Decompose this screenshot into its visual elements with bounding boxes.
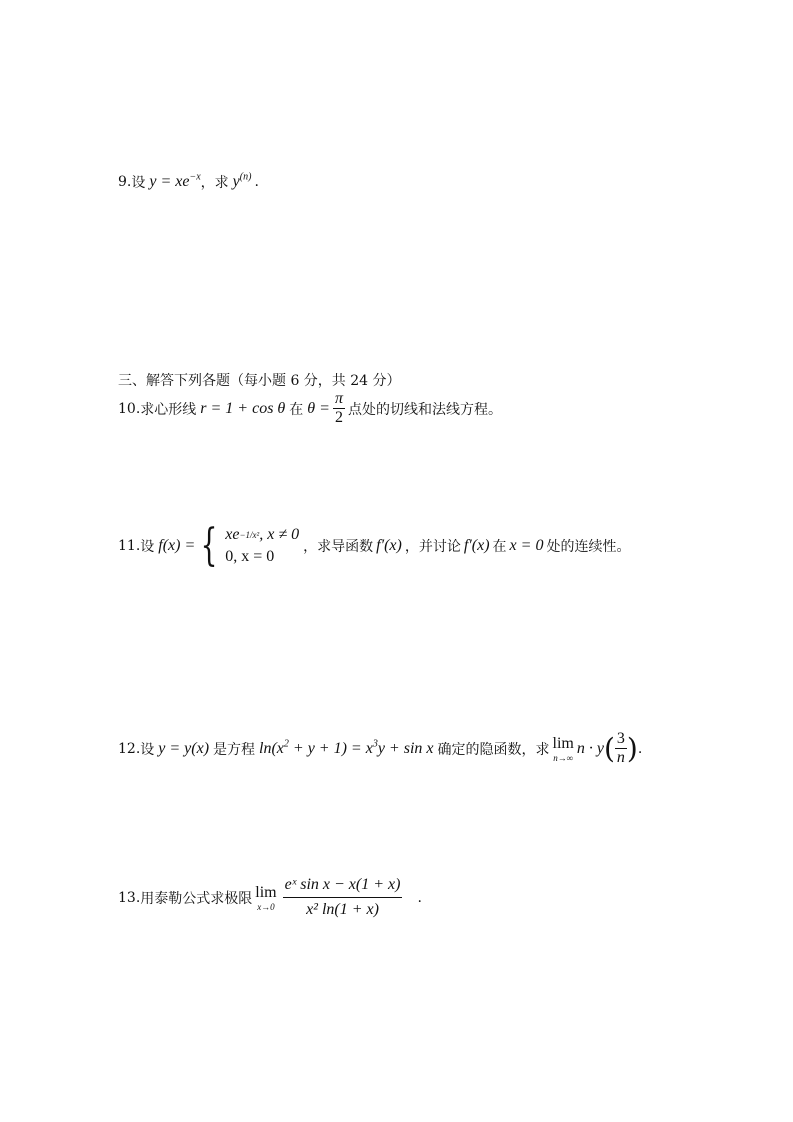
q9-order: (n) bbox=[239, 171, 252, 183]
q12-lim-word: lim bbox=[552, 734, 574, 752]
q11-case-2: 0, x = 0 bbox=[225, 548, 275, 565]
q11-case1-cond: , x ≠ 0 bbox=[259, 526, 300, 543]
q9-formula: y = xe bbox=[149, 173, 190, 190]
q12-mid1: 是方程 bbox=[213, 741, 256, 758]
q13-lead: 用泰勒公式求极限 bbox=[140, 890, 253, 907]
q11-case1-expr: xe bbox=[225, 526, 240, 543]
q11-cond: x = 0 bbox=[509, 537, 544, 554]
q13-number: 13. bbox=[118, 889, 141, 906]
q12-lparen: ( bbox=[603, 731, 615, 765]
q12-lead: 设 bbox=[140, 741, 155, 758]
q10-theta: θ = bbox=[307, 399, 330, 417]
question-11 bbox=[118, 520, 631, 571]
q9-mid: ，求 bbox=[200, 175, 229, 191]
q12-fraction bbox=[615, 730, 627, 767]
q11-mid3: 在 bbox=[492, 539, 507, 555]
q13-frac-num: eˣ sin x − x(1 + x) bbox=[283, 873, 403, 898]
q9-lead: 设 bbox=[131, 175, 146, 191]
q10-lead: 求心形线 bbox=[140, 401, 197, 418]
q9-end: . bbox=[254, 174, 259, 190]
q12-frac-den: n bbox=[616, 749, 625, 766]
section-heading: 三、解答下列各题（每小题 6 分，共 24 分） bbox=[118, 373, 401, 389]
q10-mid: 在 bbox=[289, 401, 304, 418]
q11-mid2: ，并讨论 bbox=[404, 539, 461, 555]
q9-exponent: −x bbox=[189, 171, 201, 183]
q13-frac-den: x² ln(1 + x) bbox=[306, 901, 379, 918]
q12-eq-a: ln(x bbox=[259, 739, 284, 757]
q13-limit bbox=[255, 884, 276, 912]
q10-frac-den: 2 bbox=[334, 409, 343, 426]
q12-equation: $\ln(x^2 + y + 1) = x^3y + \sin x$ bbox=[259, 738, 434, 757]
q11-lead: 设 bbox=[140, 539, 155, 555]
q11-brace: { bbox=[200, 520, 218, 571]
q13-end: . bbox=[417, 889, 422, 906]
question-10 bbox=[118, 390, 502, 427]
q12-eq-b: + y + 1) = x bbox=[288, 739, 373, 757]
q11-number: 11. bbox=[118, 538, 141, 554]
q9-target: y bbox=[232, 173, 240, 190]
q12-func: y = y(x) bbox=[158, 739, 210, 757]
q10-number: 10. bbox=[118, 400, 141, 417]
q12-frac-num: 3 bbox=[616, 730, 625, 747]
q11-end: 处的连续性。 bbox=[546, 539, 631, 555]
question-12 bbox=[118, 730, 642, 767]
question-13 bbox=[118, 873, 422, 922]
q10-frac-num: π bbox=[334, 390, 343, 407]
q13-fraction bbox=[283, 873, 403, 922]
q10-fraction bbox=[333, 390, 345, 427]
q11-deriv2: f′(x) bbox=[463, 537, 490, 554]
q11-deriv: f′(x) bbox=[376, 537, 402, 554]
q9-number: 9. bbox=[118, 174, 132, 190]
q11-cases bbox=[225, 526, 299, 566]
q12-limit bbox=[553, 735, 574, 763]
q12-eq-c: y + sin x bbox=[377, 739, 434, 757]
q12-rparen: ) bbox=[626, 731, 638, 765]
q12-expr: n · y bbox=[576, 739, 604, 757]
q13-lim-sub: x→0 bbox=[257, 901, 275, 912]
q11-func: f(x) = bbox=[158, 537, 196, 554]
q12-end: . bbox=[637, 740, 643, 757]
q11-mid1: ，求导函数 bbox=[303, 539, 374, 555]
q10-end: 点处的切线和法线方程。 bbox=[347, 401, 502, 418]
q10-curve: r = 1 + cos θ bbox=[200, 399, 286, 417]
q12-lim-sub: n→∞ bbox=[553, 752, 574, 763]
q12-number: 12. bbox=[118, 740, 141, 757]
question-9 bbox=[118, 172, 259, 192]
q12-mid2: 确定的隐函数，求 bbox=[437, 741, 550, 758]
q13-lim-word: lim bbox=[255, 883, 277, 901]
q11-case-1: xe −1/x² , x ≠ 0 bbox=[225, 526, 300, 543]
